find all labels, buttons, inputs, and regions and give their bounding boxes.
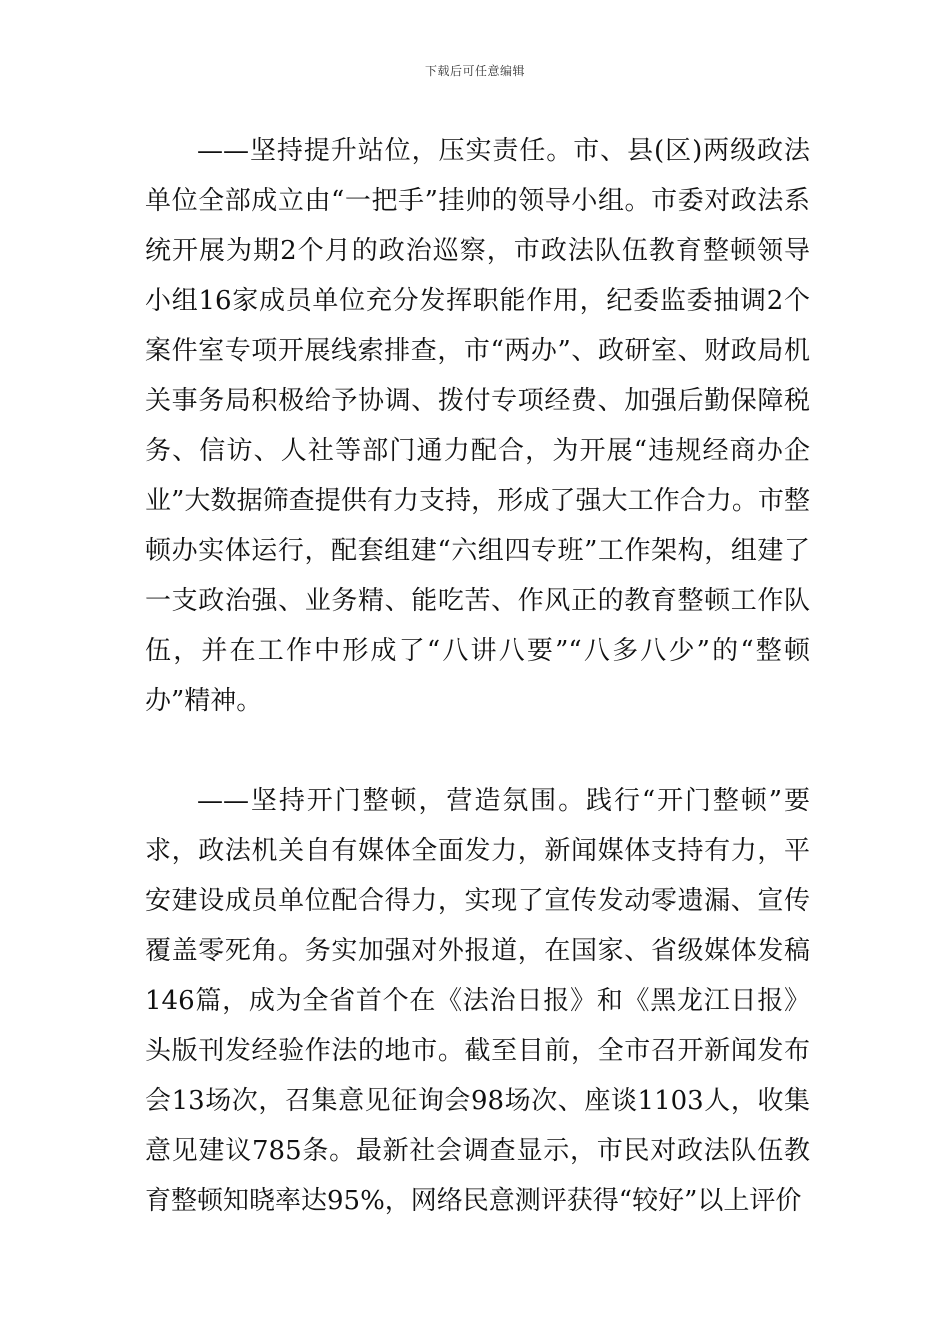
page-header-note: 下载后可任意编辑 bbox=[424, 64, 525, 78]
paragraph-open-rectification: ——坚持开门整顿，营造氛围。践行“开门整顿”要求，政法机关自有媒体全面发力，新闻媒体支持有力，平安建设成员单位配合得力，实现了宣传发动零遗漏、宣传覆盖零死角。务实加强对外报道，在国家、省级媒体发稿146篇，成为全省首个在《法治日报》和《黑龙江日报》头版刊发经验作法的地市。截至目前，全市召开新闻发布会13场次，召集意见征询会98场次、座谈1103人，收集意见建议785条。最新社会调查显示，市民对政法队伍教育整顿知晓率达95%，网络民意测评获得“较好”以上评价 bbox=[145, 786, 810, 1216]
document-body bbox=[145, 126, 810, 1226]
paragraph-responsibility: ——坚持提升站位，压实责任。市、县(区)两级政法单位全部成立由“一把手”挂帅的领导小组。市委对政法系统开展为期2个月的政治巡察，市政法队伍教育整顿领导小组16家成员单位充分发挥职能作用，纪委监委抽调2个案件室专项开展线索排查，市“两办”、政研室、财政局机关事务局积极给予协调、拨付专项经费、加强后勤保障税务、信访、人社等部门通力配合，为开展“违规经商办企业”大数据筛查提供有力支持，形成了强大工作合力。市整顿办实体运行，配套组建“六组四专班”工作架构，组建了一支政治强、业务精、能吃苦、作风正的教育整顿工作队伍，并在工作中形成了“八讲八要”“八多八少”的“整顿办”精神。 bbox=[145, 136, 810, 716]
